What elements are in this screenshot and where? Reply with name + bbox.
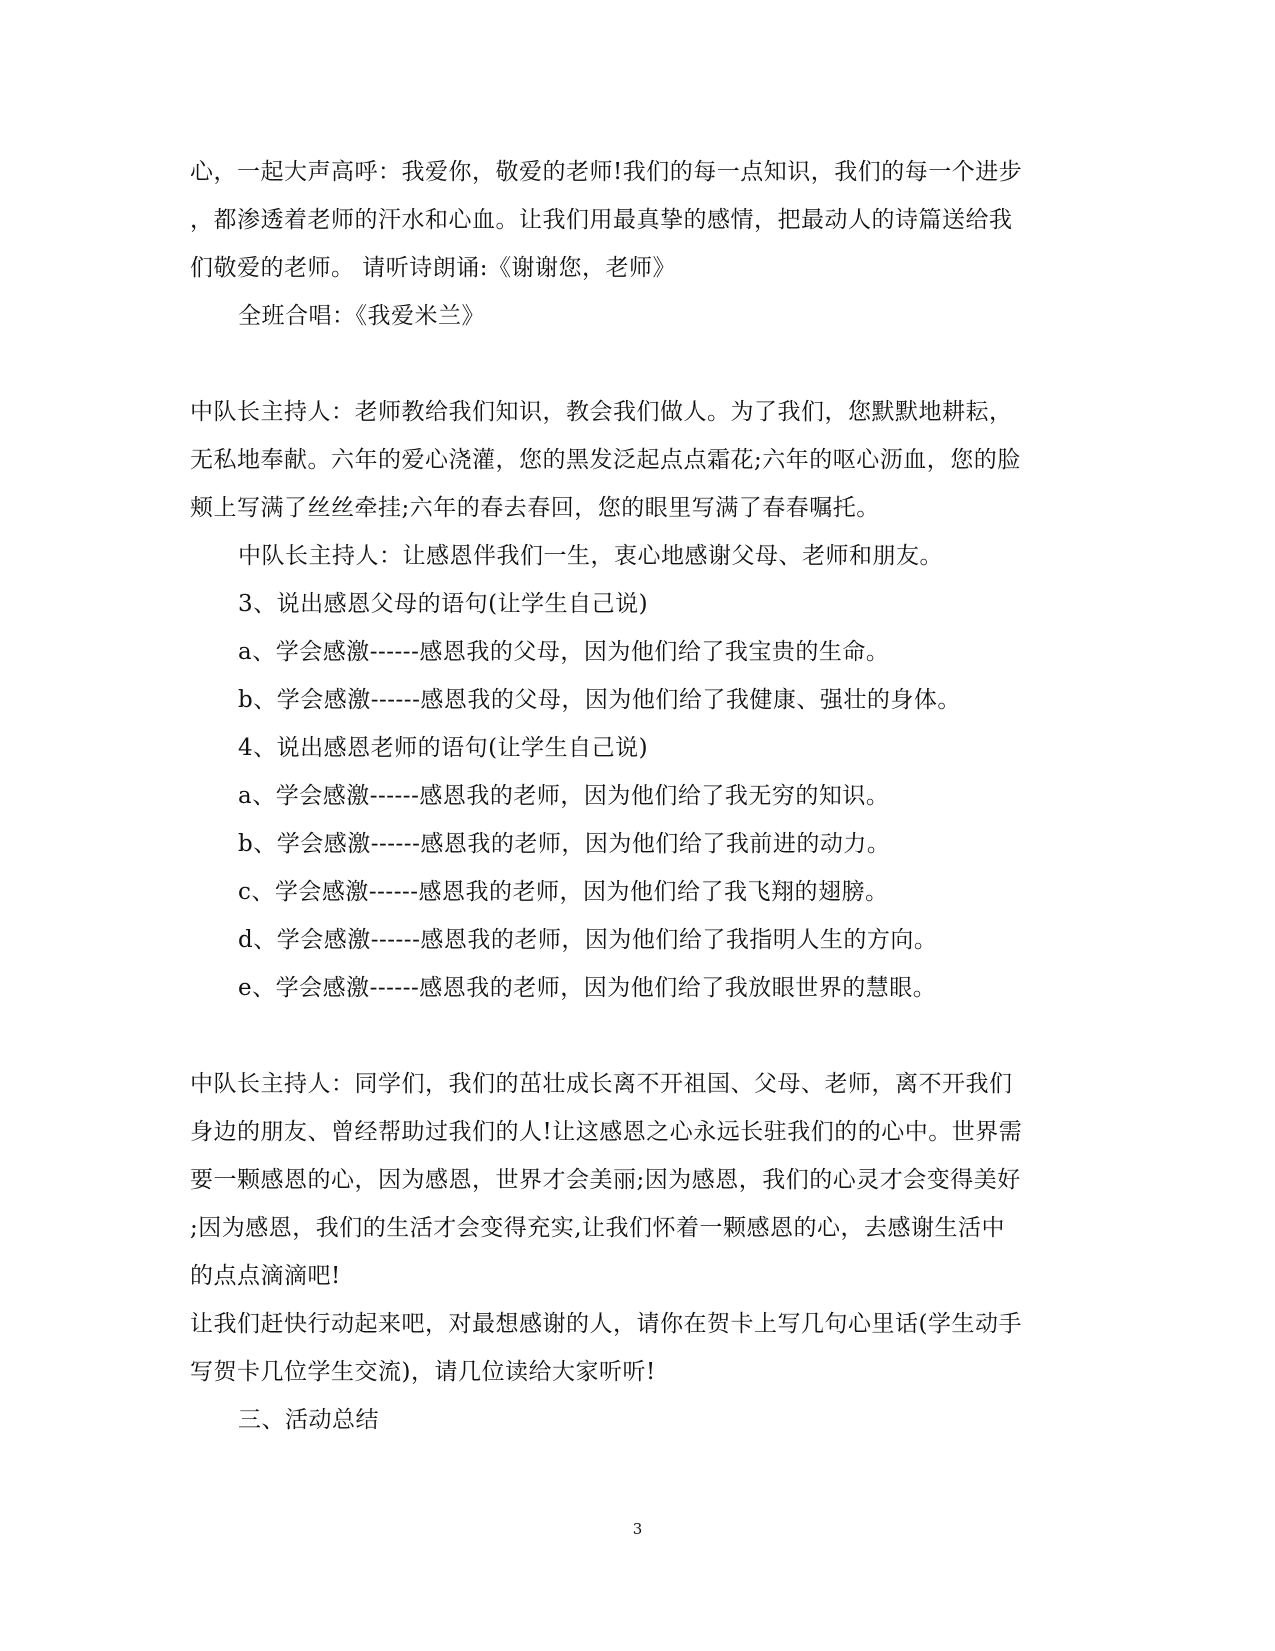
text-line: 中队长主持人：同学们，我们的茁壮成长离不开祖国、父母、老师，离不开我们: [190, 1071, 1013, 1097]
text-line: 让我们赶快行动起来吧，对最想感谢的人，请你在贺卡上写几句心里话(学生动手: [190, 1311, 1022, 1337]
text-line: 们敬爱的老师。 请听诗朗诵:《谢谢您，老师》: [190, 255, 677, 281]
text-line: 中队长主持人：让感恩伴我们一生，衷心地感谢父母、老师和朋友。: [238, 543, 943, 569]
text-line: ，都渗透着老师的汗水和心血。让我们用最真挚的感情，把最动人的诗篇送给我: [190, 207, 1013, 233]
text-line: e、学会感激------感恩我的老师，因为他们给了我放眼世界的慧眼。: [238, 975, 937, 1001]
text-line: 4、说出感恩老师的语句(让学生自己说): [238, 735, 649, 761]
page-number: 3: [632, 1520, 643, 1538]
text-line: c、学会感激------感恩我的老师，因为他们给了我飞翔的翅膀。: [238, 879, 889, 905]
text-line: 的点点滴滴吧!: [190, 1263, 341, 1289]
text-line: 中队长主持人：老师教给我们知识，教会我们做人。为了我们，您默默地耕耘，: [190, 399, 1013, 425]
text-line: b、学会感激------感恩我的父母，因为他们给了我健康、强壮的身体。: [238, 687, 961, 713]
text-line: 无私地奉献。六年的爱心浇灌，您的黑发泛起点点霜花;六年的呕心沥血，您的脸: [190, 447, 1021, 473]
text-line: 全班合唱：《我爱米兰》: [238, 303, 485, 329]
text-line: 身边的朋友、曾经帮助过我们的人!让这感恩之心永远长驻我们的的心中。世界需: [190, 1119, 1023, 1145]
text-line: 3、说出感恩父母的语句(让学生自己说): [238, 591, 649, 617]
text-line: 颊上写满了丝丝牵挂;六年的春去春回，您的眼里写满了春春嘱托。: [190, 495, 880, 521]
text-line: d、学会感激------感恩我的老师，因为他们给了我指明人生的方向。: [238, 927, 938, 953]
text-line: a、学会感激------感恩我的父母，因为他们给了我宝贵的生命。: [238, 639, 890, 665]
text-line: a、学会感激------感恩我的老师，因为他们给了我无穷的知识。: [238, 783, 890, 809]
text-line: b、学会感激------感恩我的老师，因为他们给了我前进的动力。: [238, 831, 891, 857]
section-heading: 三、活动总结: [238, 1407, 379, 1433]
text-line: 心，一起大声高呼：我爱你，敬爱的老师!我们的每一点知识，我们的每一个进步: [190, 159, 1023, 185]
text-line: 写贺卡几位学生交流)，请几位读给大家听听!: [190, 1359, 656, 1385]
text-line: 要一颗感恩的心，因为感恩，世界才会美丽;因为感恩，我们的心灵才会变得美好: [190, 1167, 1021, 1193]
text-line: ;因为感恩，我们的生活才会变得充实,让我们怀着一颗感恩的心，去感谢生活中: [190, 1215, 1006, 1241]
